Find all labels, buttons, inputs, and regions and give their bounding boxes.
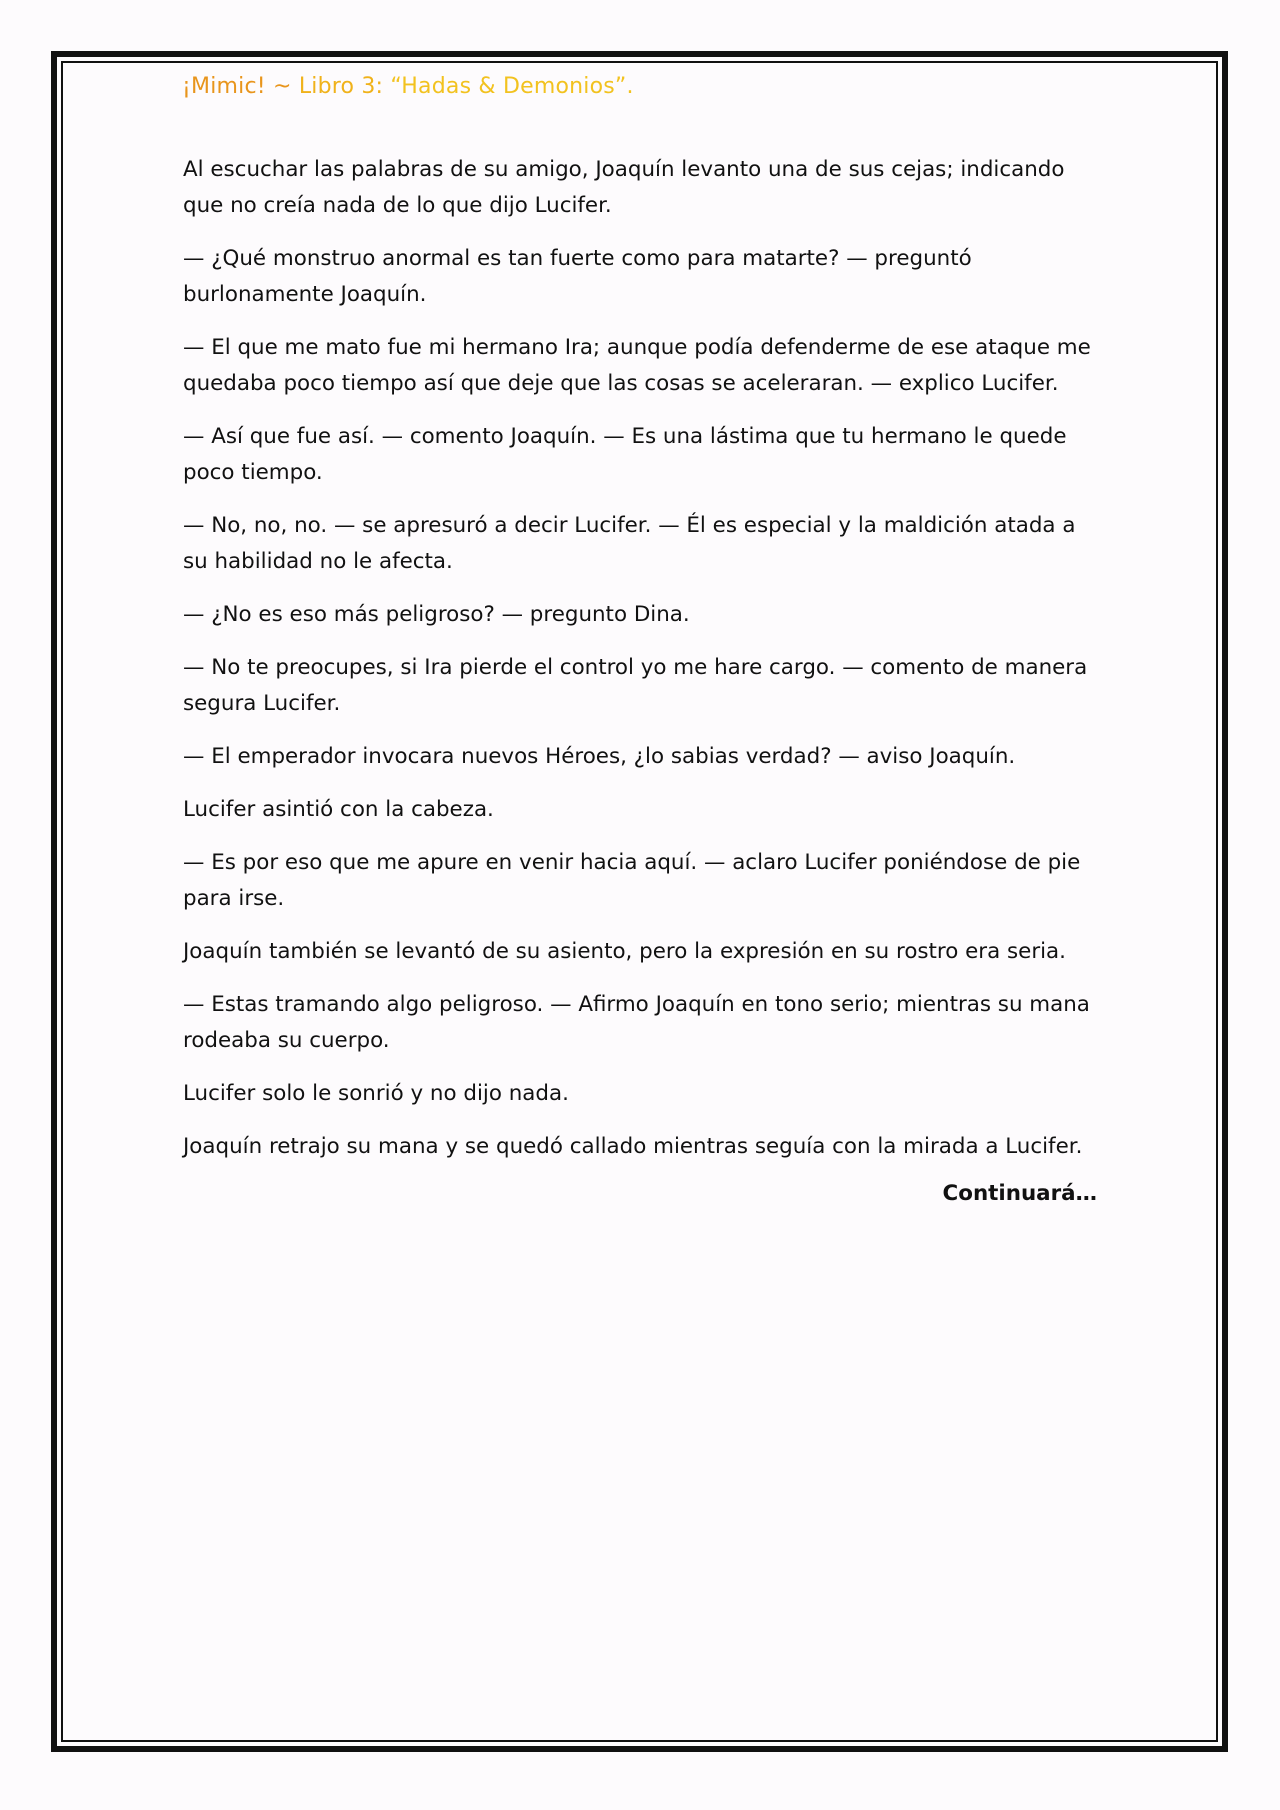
paragraph: — No te preocupes, si Ira pierde el control yo me hare cargo. — comento de manera segura Lucifer. <box>183 655 1088 716</box>
paragraph: Al escuchar las palabras de su amigo, Joaquín levanto una de sus cejas; indicando que no creía nada de lo que dijo Lucifer. <box>183 157 1065 218</box>
paragraph: — Estas tramando algo peligroso. — Afirmo Joaquín en tono serio; mientras su mana rodeaba su cuerpo. <box>183 992 1090 1053</box>
header-separator: ~ <box>265 74 299 99</box>
paragraph: — ¿Qué monstruo anormal es tan fuerte como para matarte? — preguntó burlonamente Joaquín. <box>183 246 972 307</box>
header-book: Libro 3: <box>298 74 391 99</box>
continue-label: Continuará… <box>942 1181 1097 1206</box>
paragraph: — ¿No es eso más peligroso? — pregunto Dina. <box>183 602 690 627</box>
paragraph: — El emperador invocara nuevos Héroes, ¿lo sabias verdad? — aviso Joaquín. <box>183 744 1016 769</box>
header-title: “Hadas & Demonios”. <box>390 74 634 99</box>
paragraph: — No, no, no. — se apresuró a decir Lucifer. — Él es especial y la maldición atada a su habilidad no le afecta. <box>183 513 1076 574</box>
paragraph: Lucifer asintió con la cabeza. <box>183 797 494 822</box>
running-header <box>182 74 634 99</box>
paragraph: Joaquín retrajo su mana y se quedó callado mientras seguía con la mirada a Lucifer. <box>183 1134 1083 1159</box>
paragraph: Lucifer solo le sonrió y no dijo nada. <box>183 1081 569 1106</box>
paragraph: — Así que fue así. — comento Joaquín. — Es una lástima que tu hermano le quede poco tiempo. <box>183 424 1067 485</box>
paragraph: Joaquín también se levantó de su asiento, pero la expresión en su rostro era seria. <box>183 939 1066 964</box>
paragraph: — El que me mato fue mi hermano Ira; aunque podía defenderme de ese ataque me quedaba poco tiempo así que deje que las cosas se aceleraran. — explico Lucifer. <box>183 335 1091 396</box>
paragraph: — Es por eso que me apure en venir hacia aquí. — aclaro Lucifer poniéndose de pie para irse. <box>183 850 1081 911</box>
header-brand: ¡Mimic! <box>182 74 266 99</box>
story-body <box>183 152 1100 1182</box>
